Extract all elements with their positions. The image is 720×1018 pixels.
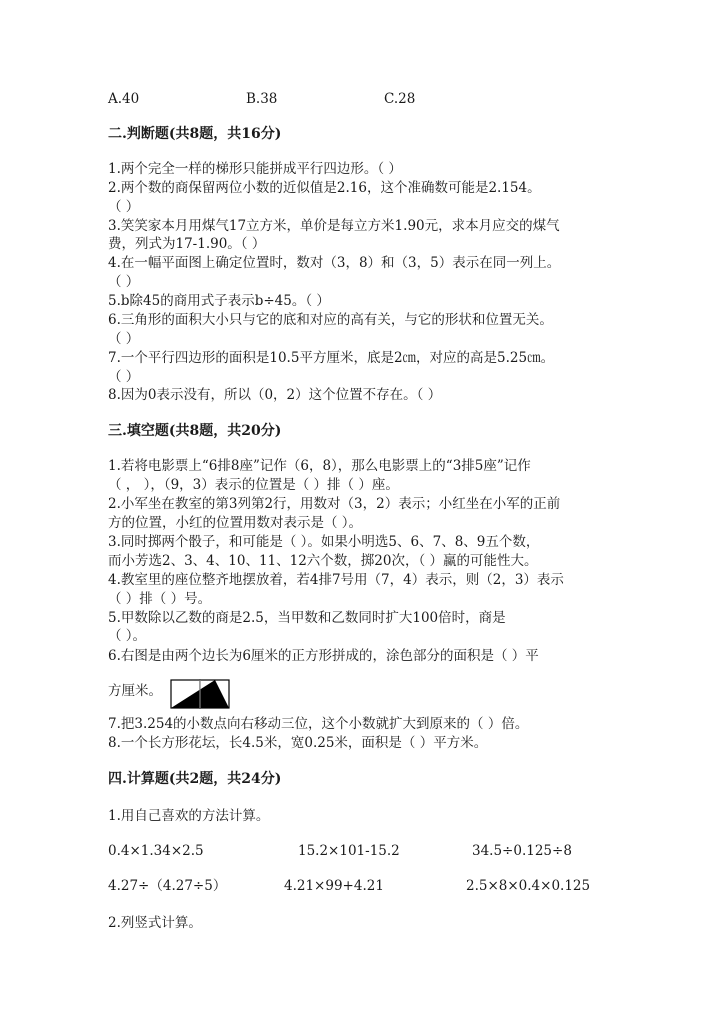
s3-line: 4.教室里的座位整齐地摆放着，若4排7号用（7，4）表示，则（2，3）表示 [108,572,564,588]
calc-expr: 2.5×8×0.4×0.125 [466,878,591,894]
s3-line: 8.一个长方形花坛，长4.5米，宽0.25米，面积是（ ）平方米。 [108,735,488,751]
section-3-title: 三.填空题(共8题，共20分) [108,423,282,439]
s2-line: 3.笑笑家本月用煤气17立方米，单价是每立方米1.90元，求本月应交的煤气 [108,218,560,234]
s3-line: （ ）排（ ）号。 [108,591,212,607]
s3-line: （ ， ），（9，3）表示的位置是（ ）排（ ）座。 [108,477,399,493]
s2-line: 2.两个数的商保留两位小数的近似值是2.16，这个准确数可能是2.154。 [108,180,541,196]
s2-line: 7.一个平行四边形的面积是10.5平方厘米，底是2㎝，对应的高是5.25㎝。 [108,350,555,366]
section-4-title: 四.计算题(共2题，共24分) [108,771,282,787]
s3-line: （ ）。 [108,628,147,644]
calc-q1: 1.用自己喜欢的方法计算。 [108,808,270,824]
s2-line: （ ） [108,199,140,215]
s3-line: 6.右图是由两个边长为6厘米的正方形拼成的，涂色部分的面积是（ ）平 [108,648,539,664]
s2-line: （ ） [108,331,140,347]
calc-expr: 4.27÷（4.27÷5） [108,878,227,894]
s3-line: 3.同时掷两个骰子，和可能是（ ）。如果小明选5、6、7、8、9五个数， [108,534,540,550]
s2-line: 4.在一幅平面图上确定位置时，数对（3，8）和（3，5）表示在同一列上。 [108,255,561,271]
calc-expr: 15.2×101-15.2 [298,843,400,859]
s2-line: 费，列式为17-1.90。（ ） [108,236,266,252]
two-squares-figure [170,679,230,709]
s3-line: 2.小军坐在教室的第3列第2行，用数对（3，2）表示；小红坐在小军的正前 [108,496,561,512]
s2-line: 8.因为0表示没有，所以（0，2）这个位置不存在。（ ） [108,387,442,403]
option-a: A.40 [108,91,140,107]
s3-line: 方厘米。 [108,683,162,699]
s2-line: 6.三角形的面积大小只与它的底和对应的高有关，与它的形状和位置无关。 [108,312,553,328]
s2-line: （ ） [108,369,140,385]
s3-line: 7.把3.254的小数点向右移动三位，这个小数就扩大到原来的（ ）倍。 [108,716,529,732]
calc-q2: 2.列竖式计算。 [108,915,202,931]
option-c: C.28 [384,91,416,107]
calc-expr: 0.4×1.34×2.5 [108,843,204,859]
s3-line: 5.甲数除以乙数的商是2.5，当甲数和乙数同时扩大100倍时，商是 [108,610,506,626]
s3-line: 方的位置，小红的位置用数对表示是（ ）。 [108,515,363,531]
option-b: B.38 [246,91,278,107]
calc-expr: 4.21×99+4.21 [284,878,384,894]
s2-line: （ ） [108,274,140,290]
s2-line: 5.b除45的商用式子表示b÷45。（ ） [108,293,330,309]
s3-line: 1.若将电影票上“6排8座”记作（6，8），那么电影票上的“3排5座”记作 [108,458,531,474]
s3-line: 而小芳选2、3、4、10、11、12六个数，掷20次，（ ）赢的可能性大。 [108,553,538,569]
s2-line: 1.两个完全一样的梯形只能拼成平行四边形。（ ） [108,161,402,177]
calc-expr: 34.5÷0.125÷8 [472,843,572,859]
section-2-title: 二.判断题(共8题，共16分) [108,126,282,142]
